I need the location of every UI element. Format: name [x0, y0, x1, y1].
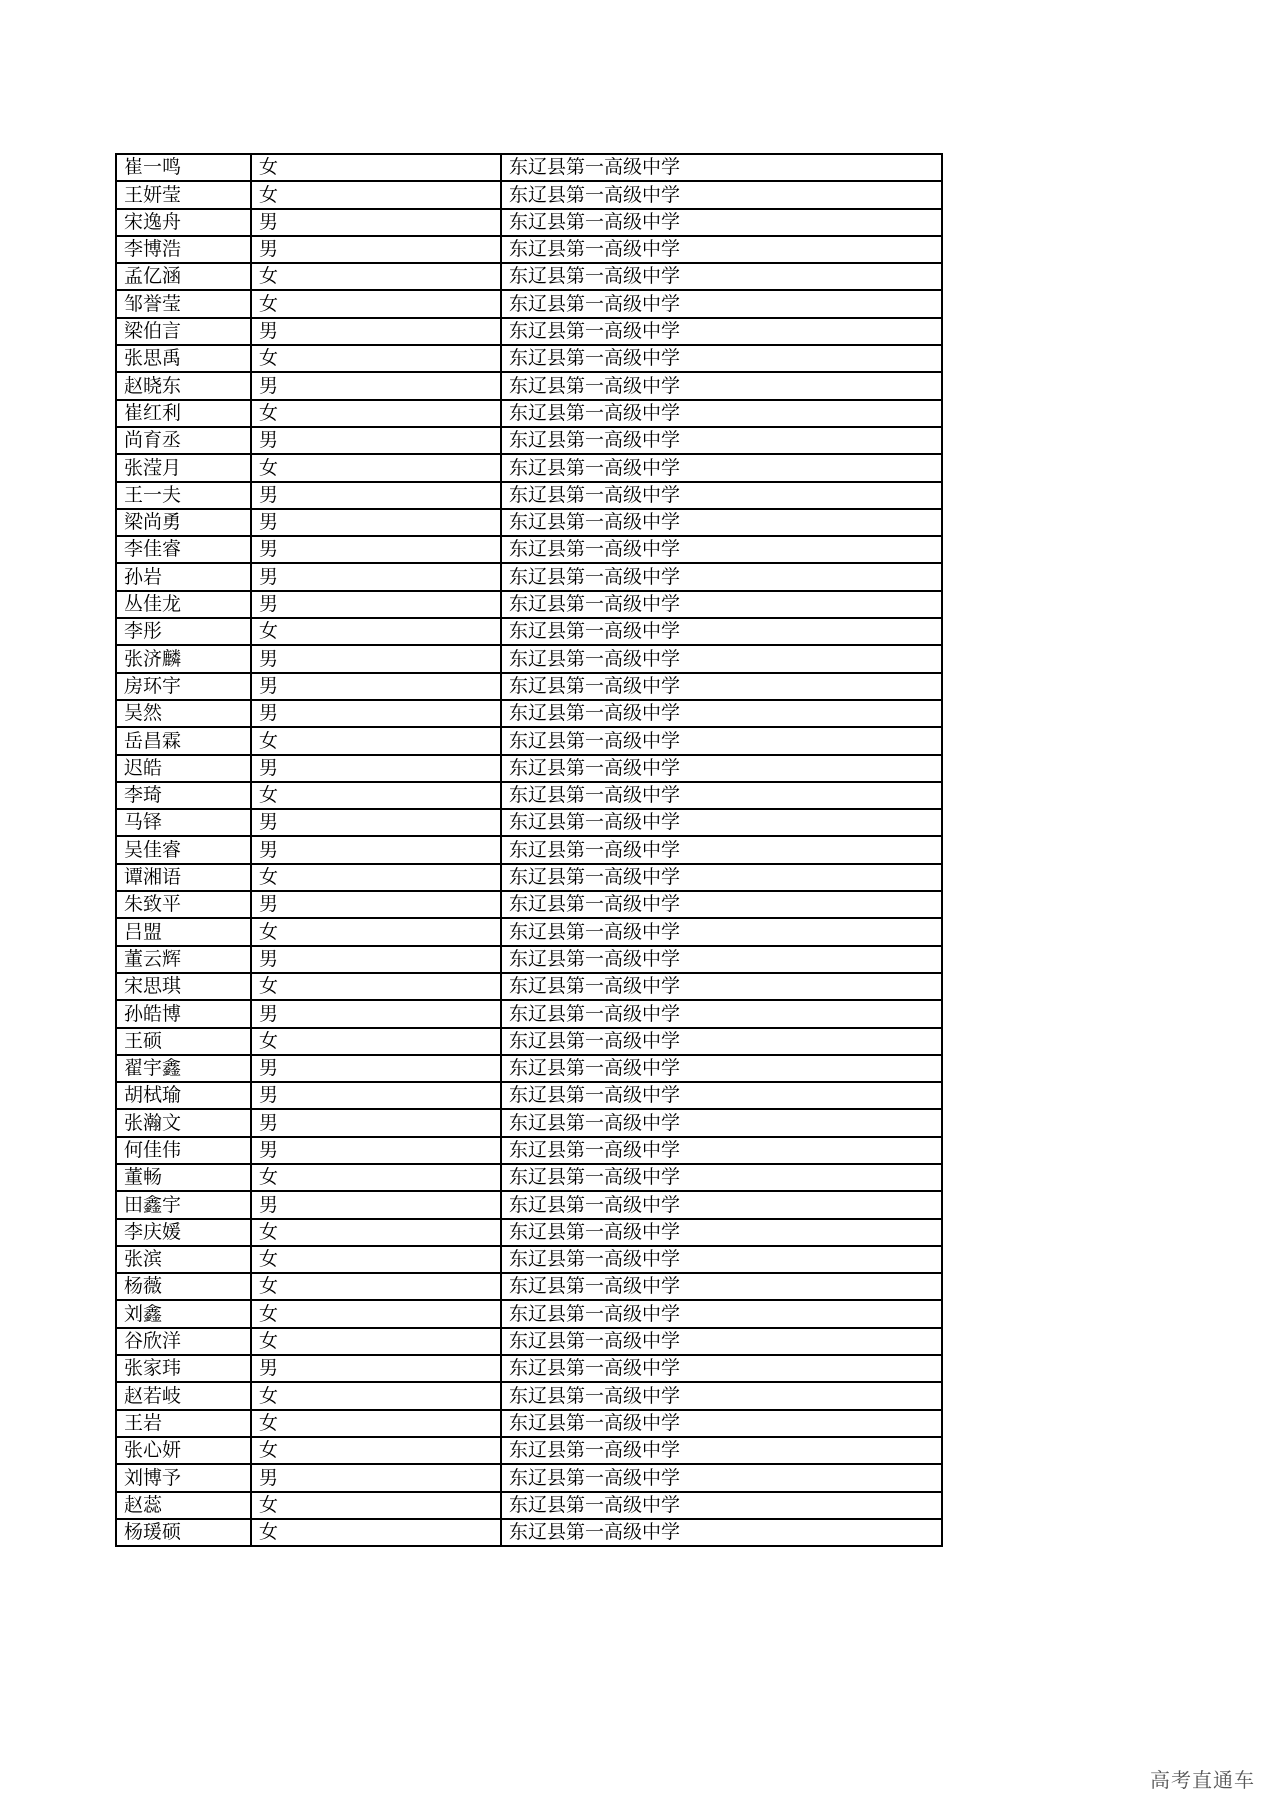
student-name-cell: 张滢月: [116, 454, 251, 481]
school-cell: 东辽县第一高级中学: [501, 1191, 942, 1218]
gender-cell: 女: [251, 1273, 501, 1300]
student-name-cell: 崔一鸣: [116, 154, 251, 181]
table-row: [116, 673, 942, 700]
table-row: [116, 1055, 942, 1082]
table-row: [116, 891, 942, 918]
gender-cell: 男: [251, 563, 501, 590]
student-name-cell: 崔红利: [116, 400, 251, 427]
school-cell: 东辽县第一高级中学: [501, 836, 942, 863]
student-name-cell: 李彤: [116, 618, 251, 645]
school-cell: 东辽县第一高级中学: [501, 236, 942, 263]
school-cell: 东辽县第一高级中学: [501, 645, 942, 672]
student-name-cell: 李庆媛: [116, 1219, 251, 1246]
student-name-cell: 董云辉: [116, 946, 251, 973]
student-name-cell: 朱致平: [116, 891, 251, 918]
gender-cell: 男: [251, 1137, 501, 1164]
student-name-cell: 梁尚勇: [116, 509, 251, 536]
table-row: [116, 618, 942, 645]
gender-cell: 女: [251, 1328, 501, 1355]
table-row: [116, 563, 942, 590]
student-name-cell: 王一夫: [116, 482, 251, 509]
student-name-cell: 邹誉莹: [116, 290, 251, 317]
student-name-cell: 李琦: [116, 782, 251, 809]
gender-cell: 男: [251, 209, 501, 236]
school-cell: 东辽县第一高级中学: [501, 1082, 942, 1109]
student-name-cell: 何佳伟: [116, 1137, 251, 1164]
table-row: [116, 1464, 942, 1491]
school-cell: 东辽县第一高级中学: [501, 755, 942, 782]
student-name-cell: 张瀚文: [116, 1109, 251, 1136]
table-row: [116, 1437, 942, 1464]
gender-cell: 女: [251, 1437, 501, 1464]
table-row: [116, 1164, 942, 1191]
school-cell: 东辽县第一高级中学: [501, 482, 942, 509]
student-name-cell: 谷欣洋: [116, 1328, 251, 1355]
table-row: [116, 318, 942, 345]
student-name-cell: 宋思琪: [116, 973, 251, 1000]
gender-cell: 男: [251, 946, 501, 973]
gender-cell: 女: [251, 1028, 501, 1055]
school-cell: 东辽县第一高级中学: [501, 1109, 942, 1136]
student-name-cell: 杨瑗硕: [116, 1519, 251, 1546]
gender-cell: 女: [251, 345, 501, 372]
table-row: [116, 482, 942, 509]
gender-cell: 男: [251, 591, 501, 618]
school-cell: 东辽县第一高级中学: [501, 618, 942, 645]
school-cell: 东辽县第一高级中学: [501, 154, 942, 181]
table-row: [116, 236, 942, 263]
student-name-cell: 孟亿涵: [116, 263, 251, 290]
student-name-cell: 梁伯言: [116, 318, 251, 345]
table-row: [116, 946, 942, 973]
school-cell: 东辽县第一高级中学: [501, 809, 942, 836]
school-cell: 东辽县第一高级中学: [501, 1382, 942, 1409]
student-name-cell: 马铎: [116, 809, 251, 836]
student-name-cell: 王硕: [116, 1028, 251, 1055]
table-row: [116, 1355, 942, 1382]
student-name-cell: 张滨: [116, 1246, 251, 1273]
table-row: [116, 1000, 942, 1027]
gender-cell: 女: [251, 1492, 501, 1519]
school-cell: 东辽县第一高级中学: [501, 1519, 942, 1546]
table-row: [116, 1492, 942, 1519]
gender-cell: 男: [251, 318, 501, 345]
school-cell: 东辽县第一高级中学: [501, 1219, 942, 1246]
gender-cell: 男: [251, 809, 501, 836]
table-row: [116, 290, 942, 317]
school-cell: 东辽县第一高级中学: [501, 1055, 942, 1082]
school-cell: 东辽县第一高级中学: [501, 454, 942, 481]
table-row: [116, 509, 942, 536]
student-name-cell: 董畅: [116, 1164, 251, 1191]
gender-cell: 女: [251, 864, 501, 891]
gender-cell: 男: [251, 482, 501, 509]
table-row: [116, 782, 942, 809]
table-row: [116, 1246, 942, 1273]
gender-cell: 女: [251, 181, 501, 208]
student-name-cell: 王妍莹: [116, 181, 251, 208]
school-cell: 东辽县第一高级中学: [501, 918, 942, 945]
student-name-cell: 翟宇鑫: [116, 1055, 251, 1082]
student-name-cell: 谭湘语: [116, 864, 251, 891]
school-cell: 东辽县第一高级中学: [501, 263, 942, 290]
school-cell: 东辽县第一高级中学: [501, 1300, 942, 1327]
school-cell: 东辽县第一高级中学: [501, 1164, 942, 1191]
table-row: [116, 1109, 942, 1136]
school-cell: 东辽县第一高级中学: [501, 290, 942, 317]
school-cell: 东辽县第一高级中学: [501, 509, 942, 536]
gender-cell: 男: [251, 1191, 501, 1218]
student-name-cell: 王岩: [116, 1410, 251, 1437]
table-row: [116, 809, 942, 836]
table-row: [116, 700, 942, 727]
gender-cell: 男: [251, 891, 501, 918]
school-cell: 东辽县第一高级中学: [501, 1464, 942, 1491]
gender-cell: 男: [251, 1082, 501, 1109]
student-list-table: [115, 153, 943, 1547]
student-name-cell: 宋逸舟: [116, 209, 251, 236]
student-name-cell: 田鑫宇: [116, 1191, 251, 1218]
gender-cell: 女: [251, 263, 501, 290]
school-cell: 东辽县第一高级中学: [501, 727, 942, 754]
gender-cell: 女: [251, 1164, 501, 1191]
student-name-cell: 刘鑫: [116, 1300, 251, 1327]
student-name-cell: 杨薇: [116, 1273, 251, 1300]
table-row: [116, 181, 942, 208]
student-name-cell: 李佳睿: [116, 536, 251, 563]
gender-cell: 男: [251, 372, 501, 399]
school-cell: 东辽县第一高级中学: [501, 1355, 942, 1382]
table-row: [116, 1219, 942, 1246]
gender-cell: 男: [251, 1000, 501, 1027]
school-cell: 东辽县第一高级中学: [501, 318, 942, 345]
table-row: [116, 345, 942, 372]
table-row: [116, 864, 942, 891]
gender-cell: 男: [251, 755, 501, 782]
table-row: [116, 755, 942, 782]
school-cell: 东辽县第一高级中学: [501, 1492, 942, 1519]
school-cell: 东辽县第一高级中学: [501, 1437, 942, 1464]
table-row: [116, 1328, 942, 1355]
table-row: [116, 1028, 942, 1055]
student-name-cell: 赵蕊: [116, 1492, 251, 1519]
table-row: [116, 372, 942, 399]
school-cell: 东辽县第一高级中学: [501, 1246, 942, 1273]
gender-cell: 男: [251, 1109, 501, 1136]
student-name-cell: 孙皓博: [116, 1000, 251, 1027]
gender-cell: 女: [251, 782, 501, 809]
school-cell: 东辽县第一高级中学: [501, 372, 942, 399]
gender-cell: 女: [251, 618, 501, 645]
student-name-cell: 吕盟: [116, 918, 251, 945]
school-cell: 东辽县第一高级中学: [501, 1028, 942, 1055]
gender-cell: 女: [251, 1382, 501, 1409]
table-row: [116, 427, 942, 454]
gender-cell: 男: [251, 236, 501, 263]
school-cell: 东辽县第一高级中学: [501, 973, 942, 1000]
table-row: [116, 1137, 942, 1164]
school-cell: 东辽县第一高级中学: [501, 209, 942, 236]
student-name-cell: 吴佳睿: [116, 836, 251, 863]
gender-cell: 女: [251, 154, 501, 181]
gender-cell: 女: [251, 1519, 501, 1546]
school-cell: 东辽县第一高级中学: [501, 345, 942, 372]
table-row: [116, 1191, 942, 1218]
student-name-cell: 岳昌霖: [116, 727, 251, 754]
school-cell: 东辽县第一高级中学: [501, 864, 942, 891]
student-name-cell: 张家玮: [116, 1355, 251, 1382]
school-cell: 东辽县第一高级中学: [501, 427, 942, 454]
table-row: [116, 1382, 942, 1409]
table-row: [116, 400, 942, 427]
table-row: [116, 645, 942, 672]
school-cell: 东辽县第一高级中学: [501, 536, 942, 563]
gender-cell: 男: [251, 700, 501, 727]
table-row: [116, 1300, 942, 1327]
gender-cell: 女: [251, 1300, 501, 1327]
gender-cell: 女: [251, 1410, 501, 1437]
school-cell: 东辽县第一高级中学: [501, 563, 942, 590]
gender-cell: 女: [251, 727, 501, 754]
gender-cell: 女: [251, 1246, 501, 1273]
school-cell: 东辽县第一高级中学: [501, 591, 942, 618]
student-name-cell: 尚育丞: [116, 427, 251, 454]
school-cell: 东辽县第一高级中学: [501, 1328, 942, 1355]
school-cell: 东辽县第一高级中学: [501, 1000, 942, 1027]
gender-cell: 男: [251, 509, 501, 536]
student-name-cell: 张思禹: [116, 345, 251, 372]
student-name-cell: 张济麟: [116, 645, 251, 672]
gender-cell: 女: [251, 400, 501, 427]
student-name-cell: 迟皓: [116, 755, 251, 782]
gender-cell: 男: [251, 1355, 501, 1382]
table-row: [116, 454, 942, 481]
gender-cell: 男: [251, 836, 501, 863]
gender-cell: 男: [251, 645, 501, 672]
student-name-cell: 刘博予: [116, 1464, 251, 1491]
table-row: [116, 1519, 942, 1546]
school-cell: 东辽县第一高级中学: [501, 946, 942, 973]
school-cell: 东辽县第一高级中学: [501, 400, 942, 427]
gender-cell: 男: [251, 536, 501, 563]
student-name-cell: 张心妍: [116, 1437, 251, 1464]
watermark-text: 高考直通车: [1150, 1768, 1255, 1792]
student-name-cell: 孙岩: [116, 563, 251, 590]
gender-cell: 女: [251, 1219, 501, 1246]
table-row: [116, 1082, 942, 1109]
table-row: [116, 263, 942, 290]
school-cell: 东辽县第一高级中学: [501, 181, 942, 208]
school-cell: 东辽县第一高级中学: [501, 891, 942, 918]
gender-cell: 女: [251, 973, 501, 1000]
table-row: [116, 536, 942, 563]
table-row: [116, 973, 942, 1000]
school-cell: 东辽县第一高级中学: [501, 782, 942, 809]
gender-cell: 女: [251, 290, 501, 317]
school-cell: 东辽县第一高级中学: [501, 1273, 942, 1300]
school-cell: 东辽县第一高级中学: [501, 1137, 942, 1164]
gender-cell: 男: [251, 1055, 501, 1082]
gender-cell: 女: [251, 454, 501, 481]
student-name-cell: 李博浩: [116, 236, 251, 263]
table-row: [116, 836, 942, 863]
table-row: [116, 1410, 942, 1437]
school-cell: 东辽县第一高级中学: [501, 700, 942, 727]
student-name-cell: 房环宇: [116, 673, 251, 700]
table-row: [116, 591, 942, 618]
student-list-body: [116, 154, 942, 1546]
school-cell: 东辽县第一高级中学: [501, 1410, 942, 1437]
student-name-cell: 胡栻瑜: [116, 1082, 251, 1109]
student-name-cell: 赵若岐: [116, 1382, 251, 1409]
student-name-cell: 丛佳龙: [116, 591, 251, 618]
gender-cell: 女: [251, 918, 501, 945]
student-name-cell: 赵晓东: [116, 372, 251, 399]
school-cell: 东辽县第一高级中学: [501, 673, 942, 700]
table-row: [116, 209, 942, 236]
gender-cell: 男: [251, 1464, 501, 1491]
table-row: [116, 154, 942, 181]
table-row: [116, 727, 942, 754]
table-row: [116, 918, 942, 945]
gender-cell: 男: [251, 673, 501, 700]
gender-cell: 男: [251, 427, 501, 454]
table-row: [116, 1273, 942, 1300]
student-name-cell: 吴然: [116, 700, 251, 727]
